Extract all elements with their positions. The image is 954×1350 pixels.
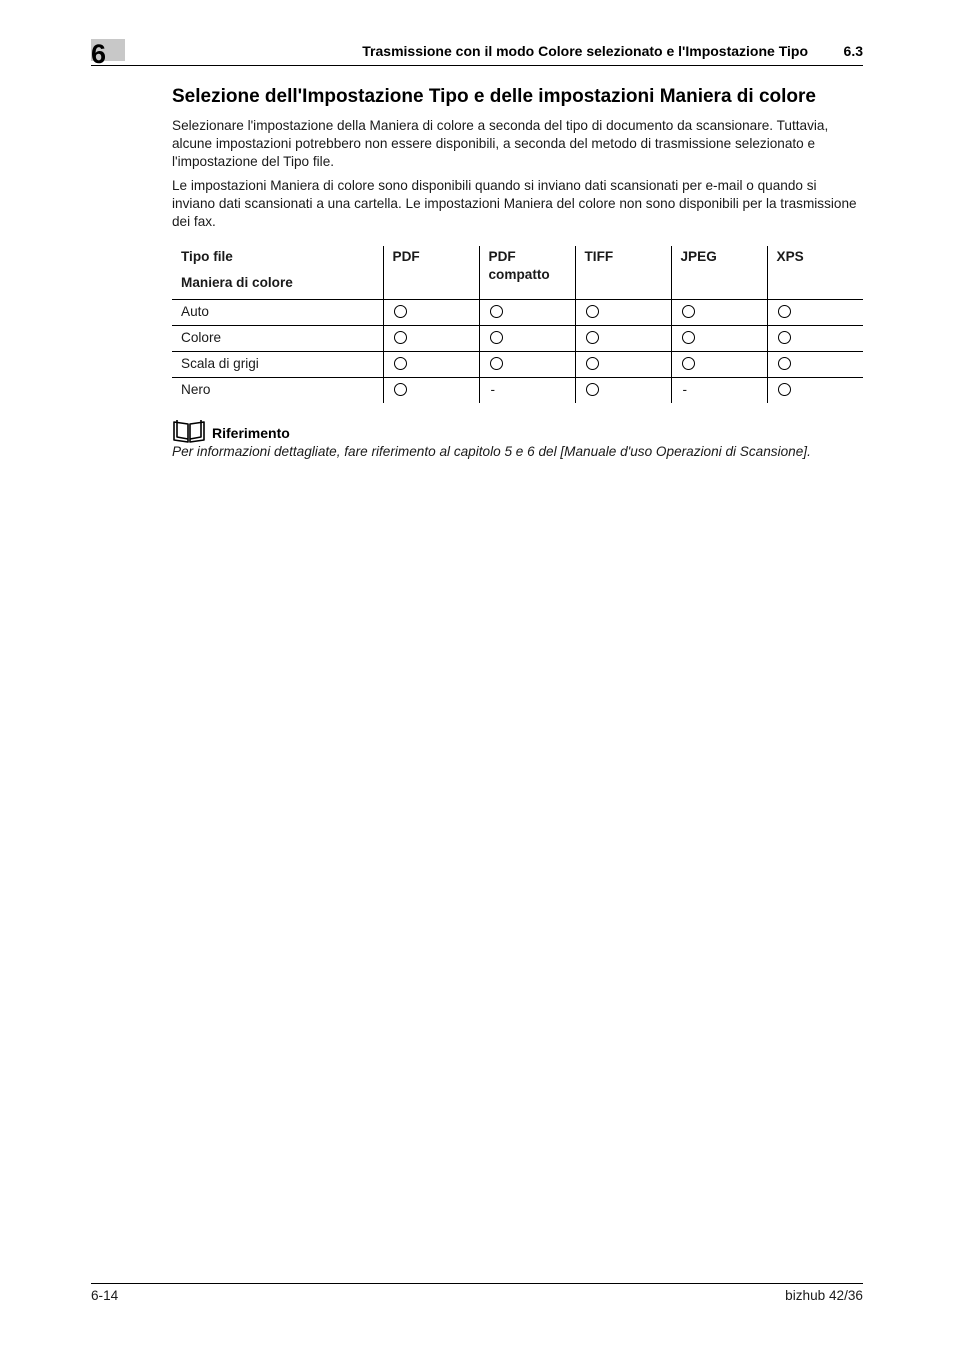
intro-paragraph: Selezionare l'impostazione della Maniera di colore a seconda del tipo di documento da scansionare. Tuttavia, alcune impostazioni potrebbero non essere disponibili, a seconda del metodo di trasmissione selezionato e l'impostazione del Tipo file.: [172, 118, 829, 169]
available-mark: [586, 357, 599, 370]
available-mark: [586, 383, 599, 396]
table-cell: [479, 300, 575, 326]
table-cell: [671, 300, 767, 326]
table-cell: [383, 378, 479, 404]
table-cell: [479, 378, 575, 404]
table-cell: [575, 326, 671, 352]
table-cell: [479, 326, 575, 352]
available-mark: [682, 305, 695, 318]
availability-paragraph: Le impostazioni Maniera di colore sono disponibili quando si inviano dati scansionati per e-mail o quando si inviano dati scansionati a una cartella. Le impostazioni Maniera del colore non sono disponibili per la trasmissione dei fax.: [172, 178, 857, 229]
available-mark: [586, 305, 599, 318]
table-cell: [767, 300, 863, 326]
book-icon: [172, 418, 206, 444]
corner-color-mode-label: Maniera di colore: [181, 275, 293, 290]
table-row: [172, 300, 863, 326]
corner-file-type-label: Tipo file: [181, 249, 233, 264]
table-cell: [479, 352, 575, 378]
column-header: PDF: [383, 246, 479, 300]
table-cell: [383, 300, 479, 326]
row-label: Scala di grigi: [172, 352, 383, 378]
column-header: JPEG: [671, 246, 767, 300]
table-row: [172, 352, 863, 378]
table-cell: [575, 352, 671, 378]
header-divider: [91, 65, 863, 66]
available-mark: [490, 331, 503, 344]
column-header: TIFF: [575, 246, 671, 300]
table-cell: [671, 378, 767, 404]
table-header-row: [172, 246, 863, 300]
unavailable-mark: -: [490, 382, 496, 397]
page-number: 6-14: [91, 1288, 119, 1303]
reference-title: Riferimento: [212, 425, 290, 441]
footer-divider: [91, 1283, 863, 1284]
chapter-number: 6: [91, 39, 107, 69]
table-row: [172, 326, 863, 352]
available-mark: [778, 331, 791, 344]
available-mark: [778, 383, 791, 396]
column-header: PDF compatto: [479, 246, 575, 300]
table-cell: [575, 378, 671, 404]
column-header: XPS: [767, 246, 863, 300]
available-mark: [778, 305, 791, 318]
table-cell: [383, 326, 479, 352]
unavailable-mark: -: [682, 382, 688, 397]
running-header-section: 6.3: [843, 43, 863, 59]
available-mark: [490, 357, 503, 370]
available-mark: [394, 305, 407, 318]
available-mark: [394, 331, 407, 344]
table-cell: [671, 352, 767, 378]
table-cell: [767, 352, 863, 378]
table-cell: [671, 326, 767, 352]
available-mark: [682, 357, 695, 370]
section-title: Selezione dell'Impostazione Tipo e delle impostazioni Maniera di colore: [172, 86, 816, 107]
reference-text: Per informazioni dettagliate, fare riferimento al capitolo 5 e 6 del [Manuale d'uso Operazioni di Scansione].: [172, 444, 811, 459]
table-cell: [767, 378, 863, 404]
table-cell: [383, 352, 479, 378]
available-mark: [394, 357, 407, 370]
table-cell: [767, 326, 863, 352]
table-corner-header: [172, 246, 383, 300]
available-mark: [778, 357, 791, 370]
available-mark: [394, 383, 407, 396]
row-label: Nero: [181, 382, 211, 397]
row-label: Auto: [172, 300, 383, 326]
color-mode-table: [172, 246, 863, 403]
available-mark: [586, 331, 599, 344]
table-cell: [575, 300, 671, 326]
running-header-title: Trasmissione con il modo Colore selezionato e l'Impostazione Tipo: [362, 43, 808, 59]
available-mark: [490, 305, 503, 318]
table-row: [172, 378, 863, 404]
product-name: bizhub 42/36: [785, 1288, 863, 1303]
available-mark: [682, 331, 695, 344]
row-label: Colore: [172, 326, 383, 352]
